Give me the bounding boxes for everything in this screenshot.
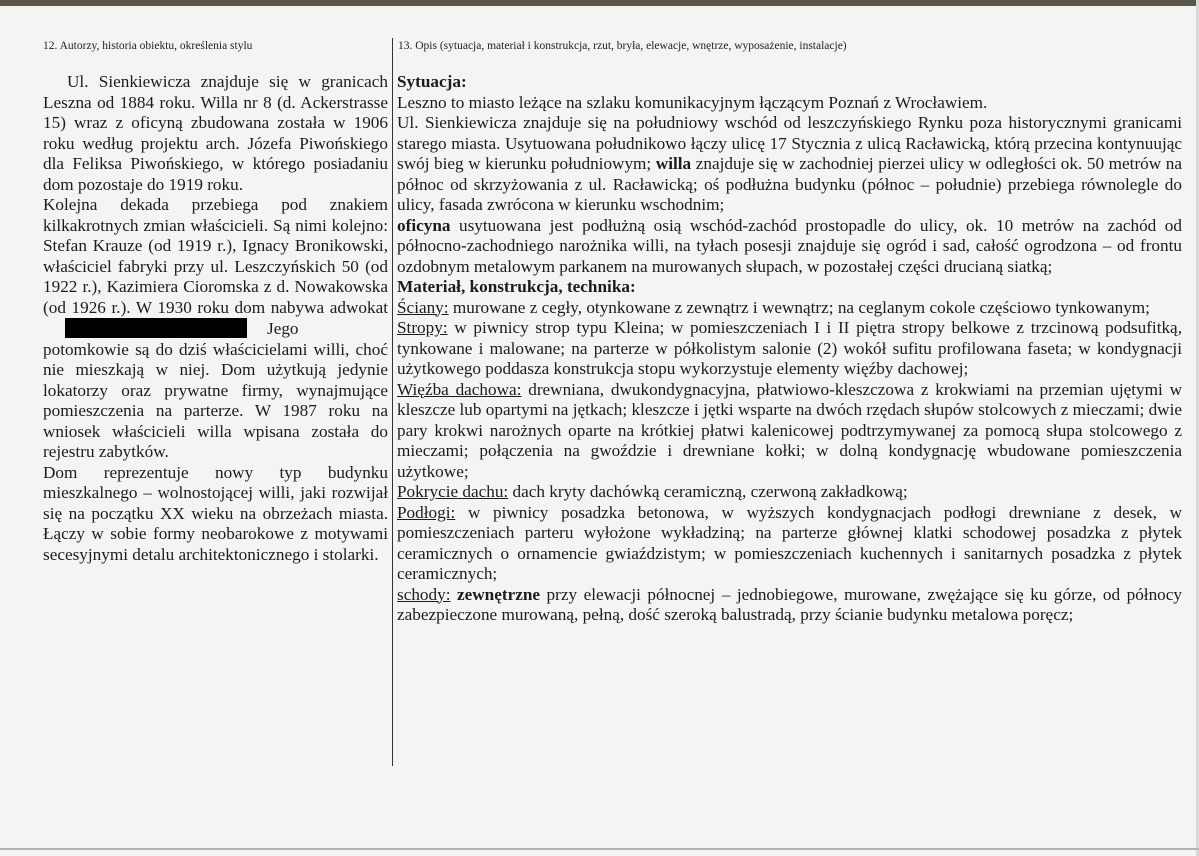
item-label: Stropy: <box>397 318 448 337</box>
page-bottom-rule <box>0 848 1199 850</box>
right-column-header: 13. Opis (sytuacja, materiał i konstrukcja, rzut, bryła, elewacje, wnętrze, wyposażenie, instalacje) <box>398 40 847 52</box>
item-label: schody: <box>397 584 451 604</box>
sytuacja-text-a: Ul. Sienkiewicza znajduje się na południowy wschód od leszczyńskiego Rynku poza historycznymi granicami starego miasta. Usytuowana południkowo łączy ulicę 17 Stycznia z ulicą Racławicką, którą przecina kontynuując swój bieg w kierunku południowym; <box>397 113 1182 173</box>
item-stropy <box>397 318 1182 380</box>
scan-top-edge <box>0 0 1199 6</box>
descendants-text: Jego potomkowie są do dziś właścicielami willi, choć nie mieszkają w niej. Dom użytkują jedynie lokatorzy oraz prywatne firmy, wynajmujące pomieszczenia na parterze. W 1987 roku na wniosek właścicieli willa wpisana została do rejestru zabytków. <box>43 319 388 461</box>
sytuacja-paragraph-2 <box>397 113 1182 216</box>
item-text: murowane z cegły, otynkowane z zewnątrz i wewnątrz; na ceglanym cokole częściowo tynkowanym; <box>448 297 1150 317</box>
item-text: przy elewacji północnej – jednobiegowe, murowane, zwężające się ku górze, od północy zabezpieczone murowaną, pełną, dość szeroką balustradą, przy ścianie budynku metalowa poręcz; <box>397 584 1182 624</box>
item-text: w piwnicy strop typu Kleina; w pomieszczeniach I i II piętra stropy belkowe z trzcinową podsufitką, tynkowane i malowane; na parterze w półkolistym salonie (2) wokół sufitu profilowana faseta; w kondygnacji użytkowego poddasza konstrukcja stopu wykorzystuje elementy więźby dachowej; <box>397 318 1182 378</box>
left-column-header: 12. Autorzy, historia obiektu, określenia stylu <box>43 40 253 52</box>
left-column <box>43 72 388 565</box>
willa-term: willa <box>655 154 692 173</box>
item-text: drewniana, dwukondygnacyjna, płatwiowo-kleszczowa z krokwiami na przemian ujętymi w kleszcze lub opartymi na jętkach; kleszcze i jętki wsparte na dwóch rzędach słupów stolcowych z mieczami; dwie pary krokwi narożnych oparte na krótkiej płatwi kalenicowej podtrzymywanej za pomocą słupa stolcowego z mieczami; połączenia na gwoździe i drewniane kołki; w dolną kondygnację wbudowane pomieszczenia użytkowe; <box>397 379 1182 481</box>
redacted-name-block <box>65 318 247 338</box>
section-title-material: Materiał, konstrukcja, technika: <box>397 277 636 296</box>
item-text: dach kryty dachówką ceramiczną, czerwoną zakładkową; <box>508 482 908 501</box>
section-title-sytuacja: Sytuacja: <box>397 72 467 91</box>
sytuacja-text-b: znajduje się w zachodniej pierzei ulicy w odległości ok. 50 metrów na północ od skrzyżowania z ul. Racławicką; oś podłużna budynku (północ – południe) przebiega równolegle do ulicy, fasada zwrócona w kierunku wschodnim; <box>397 154 1182 214</box>
item-label: Podłogi: <box>397 502 456 522</box>
history-paragraph-1: Ul. Sienkiewicza znajduje się w granicach Leszna od 1884 roku. Willa nr 8 (d. Ackerstrasse 15) wraz z oficyną zbudowana została w 1906 roku według projektu arch. Józefa Piwońskiego dla Feliksa Piwońskiego, w którego posiadaniu dom pozostaje do 1919 roku. <box>43 72 388 194</box>
item-text: w piwnicy posadzka betonowa, w wyższych kondygnacjach podłogi drewniane z desek, w pomieszczeniach parteru wyłożone wykładziną; na parterze głównej klatki schodowej posadzka z płytek ceramicznych o ornamencie gwiaździstym; w pomieszczeniach kuchennych i sanitarnych posadzka z płytek ceramicznych; <box>397 502 1182 583</box>
column-divider <box>392 38 393 766</box>
sytuacja-paragraph-3 <box>397 216 1182 278</box>
right-column <box>397 72 1182 626</box>
sytuacja-paragraph-1: Leszno to miasto leżące na szlaku komunikacyjnym łączącym Poznań z Wrocławiem. <box>397 92 988 112</box>
item-sciany <box>397 298 1182 319</box>
history-paragraph-3: Dom reprezentuje nowy typ budynku mieszkalnego – wolnostojącej willi, jaki rozwijał się na początku XX wieku na obrzeżach miasta. Łączy w sobie formy neobarokowe z motywami secesyjnymi detalu architektonicznego i stolarki. <box>43 462 388 564</box>
item-label: Więźba dachowa: <box>397 379 522 399</box>
owners-text: Kolejna dekada przebiega pod znakiem kilkakrotnych zmian właścicieli. Są nimi kolejno: Stefan Krauze (od 1919 r.), Ignacy Bronikowski, właściciel fabryki przy ul. Leszczyńskich 50 (od 1922 r.), Kazimiera Cioromska z d. Nowakowska (od 1926 r.). W 1930 roku dom nabywa adwokat <box>43 195 388 317</box>
history-paragraph-2 <box>43 195 388 463</box>
schody-term: zewnętrzne <box>457 584 541 604</box>
item-podlogi <box>397 503 1182 585</box>
oficyna-term: oficyna <box>397 215 451 235</box>
item-pokrycie <box>397 482 1182 503</box>
oficyna-text: usytuowana jest podłużną osią wschód-zachód prostopadle do ulicy, ok. 10 metrów na zachód od północno-zachodniego narożnika willi, na tyłach posesji znajduje się ogród i sad, całość ogrodzona – od frontu ozdobnym metalowym parkanem na murowanych słupach, w pozostałej części drucianą siatką; <box>397 215 1182 276</box>
item-wiezba <box>397 380 1182 483</box>
item-schody <box>397 585 1182 626</box>
item-label: Ściany: <box>397 297 449 317</box>
item-label: Pokrycie dachu: <box>397 482 509 501</box>
